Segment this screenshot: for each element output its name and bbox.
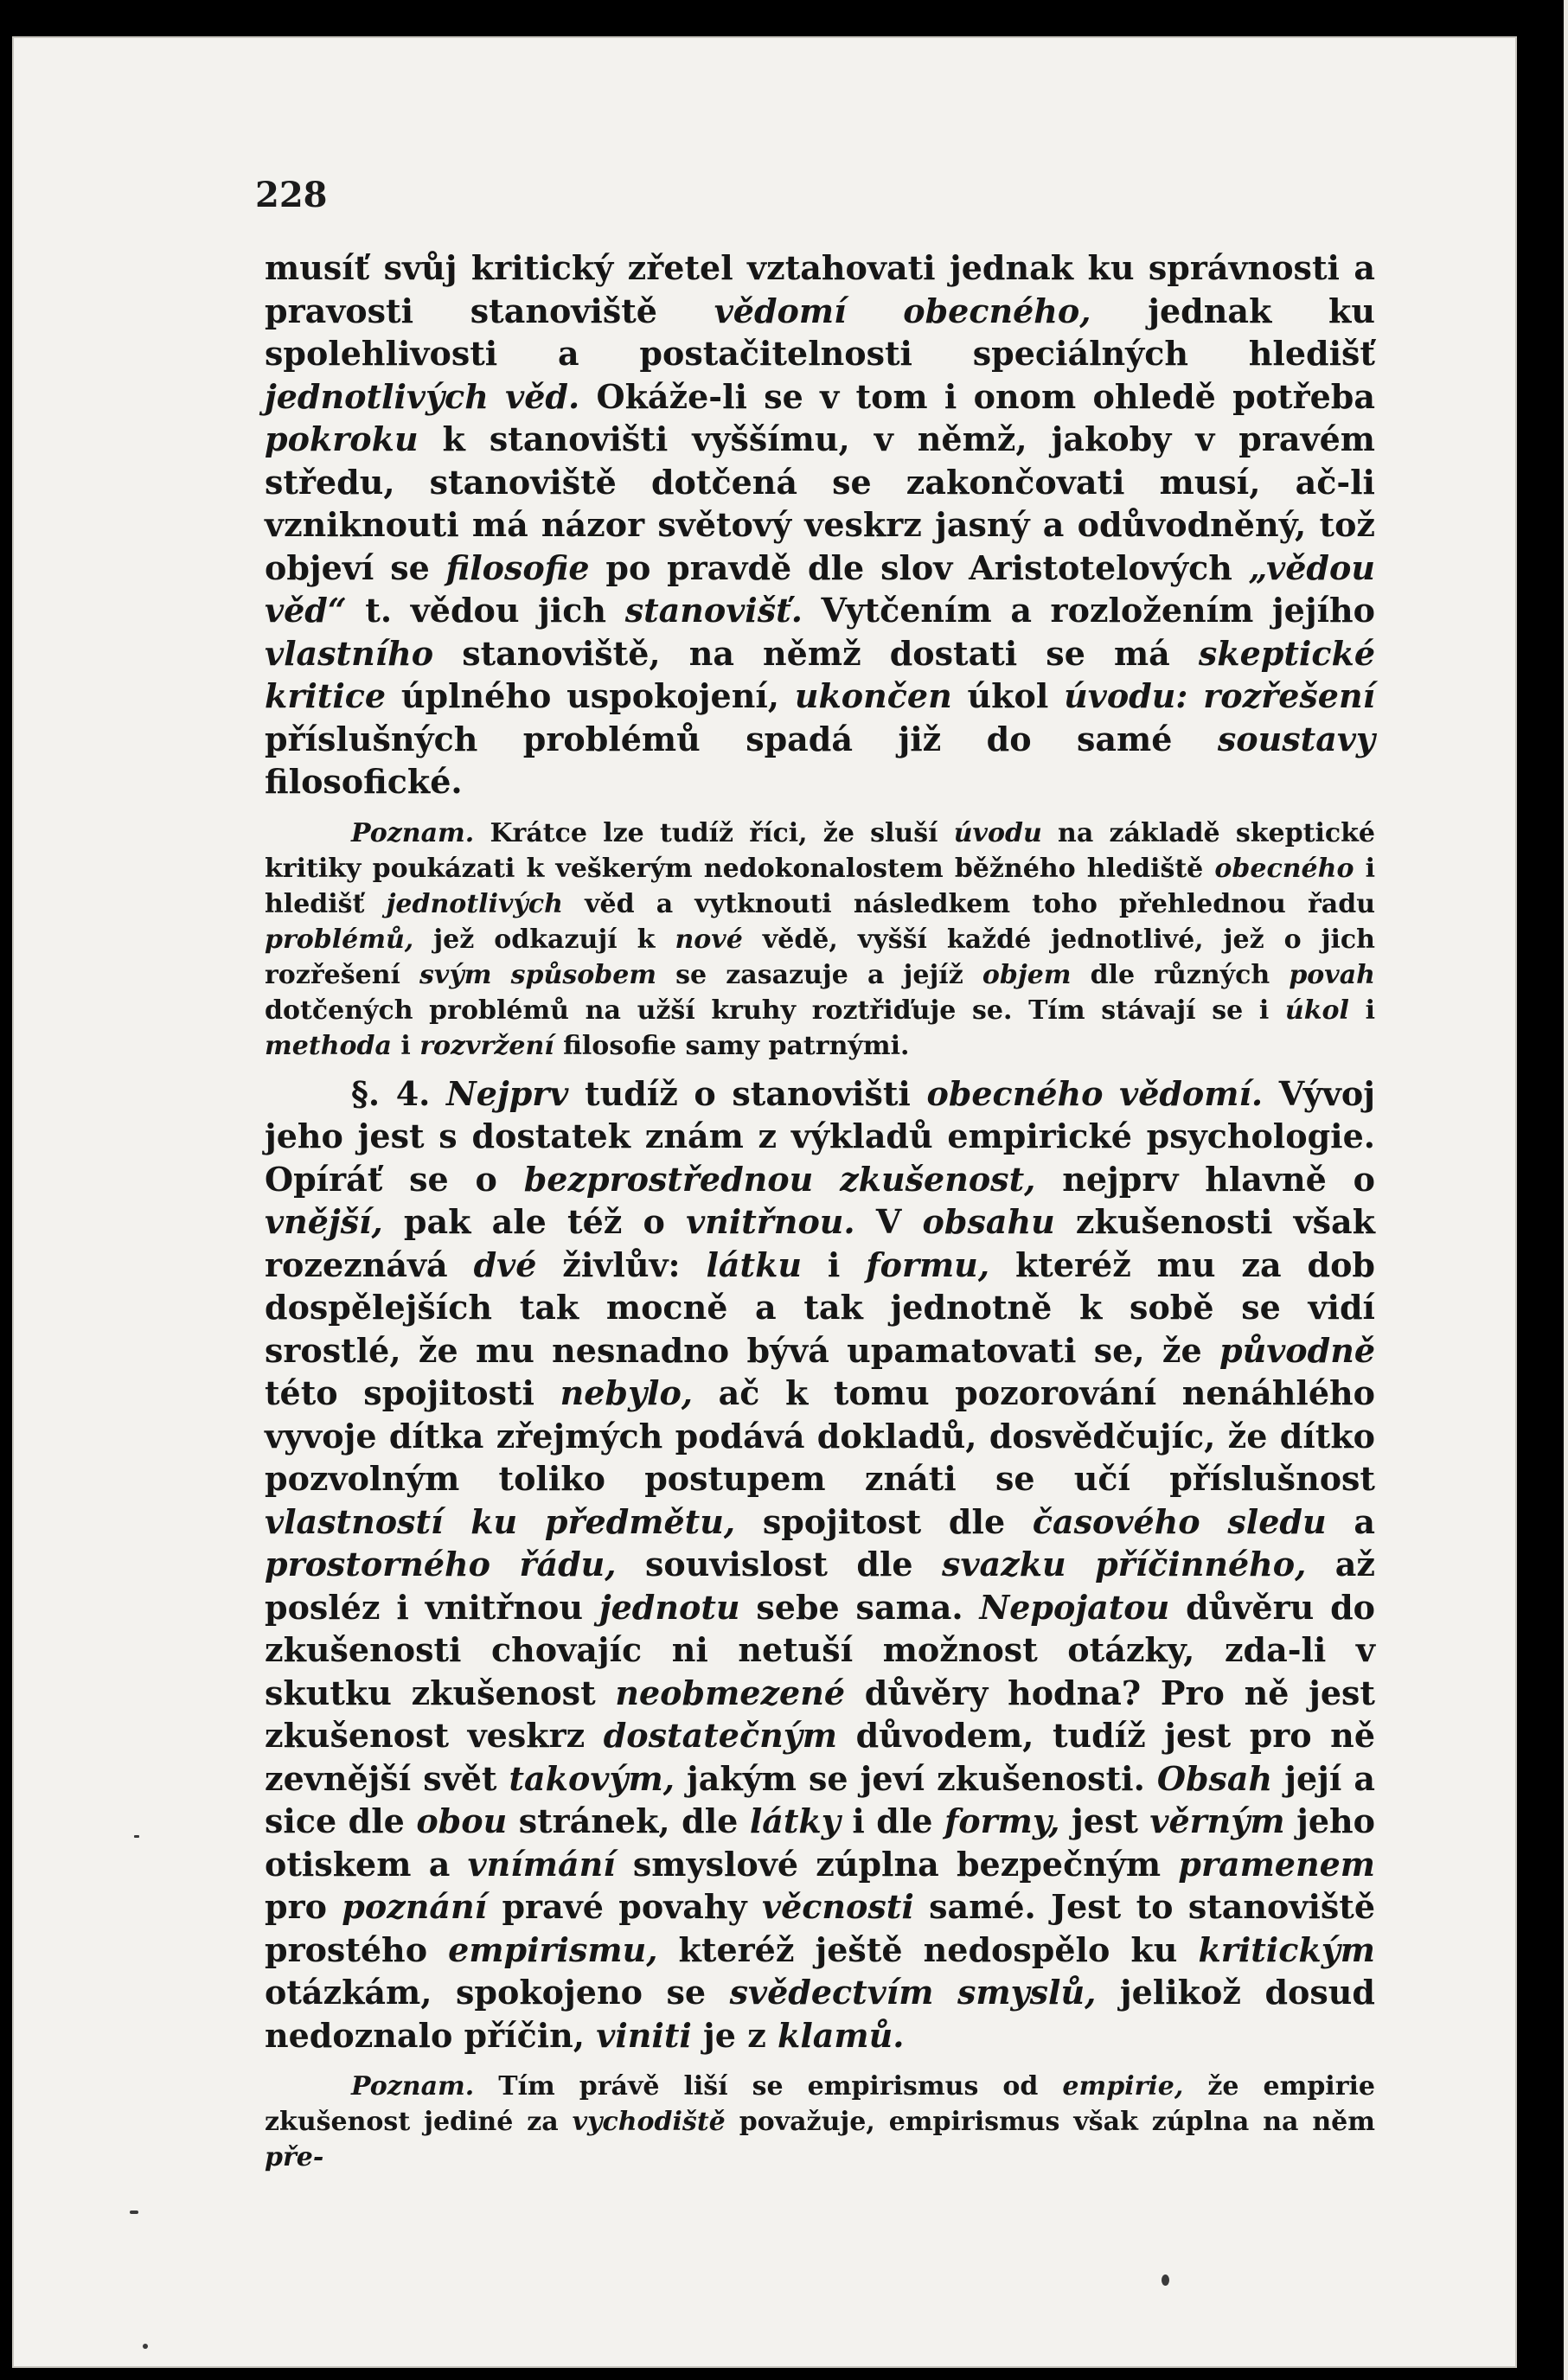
text-run: t. vědou jich <box>346 591 625 630</box>
text-run: její a sice dle <box>265 1758 1375 1840</box>
text-run: důvodem, tudíž jest pro ně zevnější svět <box>265 1716 1375 1798</box>
text-run: smyslové zúplna bezpečným <box>615 1844 1179 1884</box>
text-run: stanoviště, na němž dostati se má <box>433 633 1199 673</box>
text-run: otázkám, spokojeno se <box>265 1973 730 2012</box>
text-run: i <box>1348 995 1376 1026</box>
text-run: živlův: <box>536 1244 707 1284</box>
text-run: až posléz i vnitřnou <box>265 1545 1375 1627</box>
text-run: dle různých <box>1071 959 1290 990</box>
text-run: sebe sama. <box>739 1587 980 1627</box>
page-body <box>265 246 1375 2175</box>
text-run: i <box>391 1030 420 1061</box>
emphasis: obecného vědomí. <box>926 1073 1264 1113</box>
text-run: kteréž ještě nedospělo ku <box>657 1929 1199 1969</box>
text-run: spojitost dle <box>735 1501 1033 1541</box>
text-run: stránek, dle <box>507 1801 750 1840</box>
text-run: pak ale též o <box>382 1202 687 1241</box>
emphasis: dvé <box>473 1244 537 1284</box>
emphasis: úvodu: <box>1064 676 1188 715</box>
emphasis: poznání <box>342 1887 488 1926</box>
text-run: Vytčením a rozložením jejího <box>802 591 1376 630</box>
emphasis: dostatečným <box>603 1716 838 1755</box>
note-poznam-2 <box>265 2069 1375 2175</box>
text-run: kteréž mu za dob dospělejších tak mocně a tak jednotně k sobě se vidí srostlé, že mu nesnadno bývá upamatovati se, že <box>265 1244 1375 1370</box>
emphasis: vychodiště <box>572 2107 726 2137</box>
emphasis: bezprostřednou zkušenost, <box>523 1159 1036 1199</box>
emphasis: svým spůsobem <box>419 959 657 990</box>
text-run: jelikož dosud nedoznalo příčin, <box>265 1973 1375 2055</box>
text-run: §. 4. <box>351 1073 447 1113</box>
text-run: jednak ku spolehlivosti a postačitelnosti speciálných hledišť <box>265 291 1375 373</box>
text-run: po pravdě dle slov Aristotelových <box>589 547 1249 587</box>
text-run: Krátce lze tudíž říci, že sluší <box>474 817 954 848</box>
emphasis: vědomí obecného, <box>714 291 1091 330</box>
emphasis: Obsah <box>1156 1758 1273 1798</box>
text-run <box>1187 676 1203 715</box>
emphasis: ukončen <box>794 676 952 715</box>
text-run: vědě, vyšší každé jednotlivé, jež o jich rozřešení <box>265 924 1375 990</box>
emphasis: problémů, <box>265 924 414 955</box>
emphasis: obou <box>416 1801 508 1840</box>
emphasis: nebylo, <box>560 1373 694 1412</box>
text-run: i hledišť <box>265 853 1375 919</box>
text-run: Okáže-li se v tom i onom ohledě potřeba <box>579 376 1375 416</box>
emphasis: obecného <box>1214 853 1354 884</box>
text-run: pravé povahy <box>487 1887 762 1926</box>
text-run: že empirie zkušenost jediné za <box>265 2071 1375 2137</box>
text-run: důvěru do zkušenosti chovajíc ni netuší možnost otázky, zda-li v skutku zkušenost <box>265 1587 1375 1712</box>
text-run: považuje, empirismus však zúplna na něm <box>725 2107 1375 2137</box>
emphasis: Poznam. <box>351 2071 475 2102</box>
emphasis: věrným <box>1149 1801 1285 1840</box>
emphasis: původně <box>1219 1330 1375 1370</box>
emphasis: vnímání <box>467 1844 616 1884</box>
emphasis: svazku příčinného, <box>942 1545 1307 1583</box>
emphasis: jednotlivých <box>386 888 563 919</box>
emphasis: rozřešení <box>1203 676 1376 715</box>
emphasis: empirie, <box>1062 2071 1184 2102</box>
emphasis: rozvržení <box>419 1030 554 1061</box>
emphasis: vlastností ku předmětu, <box>265 1501 736 1541</box>
emphasis: svědectvím smyslů, <box>729 1973 1097 2012</box>
emphasis: stanovišť. <box>624 591 803 630</box>
text-run: i dle <box>840 1801 944 1840</box>
text-run: jakým se jeví zkušenosti. <box>674 1758 1157 1798</box>
emphasis: pokroku <box>265 419 419 458</box>
text-run: věd a vytknouti následkem toho přehlednou řadu <box>562 888 1376 919</box>
paragraph-intro <box>265 246 1375 803</box>
emphasis: empirismu, <box>448 1929 658 1969</box>
page-number: 228 <box>255 175 328 215</box>
emphasis: „vědou věd“ <box>265 547 1375 630</box>
text-run: zkušenosti však rozeznává <box>265 1202 1375 1284</box>
emphasis: věcnosti <box>762 1887 914 1926</box>
text-run: samé. Jest to stanoviště prostého <box>265 1887 1376 1969</box>
text-run: této spojitosti <box>265 1373 560 1412</box>
text-run: jež odkazují k <box>413 924 675 955</box>
scan-speck <box>130 2210 138 2214</box>
emphasis: Nejprv <box>446 1073 569 1113</box>
text-run: filosofie samy patrnými. <box>554 1030 910 1061</box>
text-run: dotčených problémů na užší kruhy roztřiďuje se. Tím stávají se i <box>265 995 1285 1026</box>
paragraph-section-4 <box>265 1072 1375 2057</box>
emphasis: úkol <box>1284 995 1349 1026</box>
text-run: ač k tomu pozorování nenáhlého vyvoje dítka zřejmých podává dokladů, dosvědčujíc, že dítko pozvolným toliko postupem znáti se učí příslušnost <box>265 1373 1375 1498</box>
emphasis: povah <box>1289 959 1375 990</box>
emphasis: časového sledu <box>1032 1501 1327 1541</box>
emphasis: jednotu <box>598 1587 740 1627</box>
text-run: filosofické. <box>265 762 463 801</box>
scan-speck <box>134 1835 139 1838</box>
text-run: tudíž o stanovišti <box>568 1073 927 1113</box>
emphasis: látku <box>706 1244 803 1284</box>
text-run: k stanovišti vyššímu, v němž, jakoby v pravém středu, stanoviště dotčená se zakončovati musí, ač-li vzniknouti má názor světový veskrz jasný a odůvodněný, tož objeví se <box>265 419 1375 587</box>
emphasis: filosofie <box>445 547 590 587</box>
text-run: jeho otiskem a <box>265 1801 1375 1884</box>
emphasis: objem <box>982 959 1072 990</box>
emphasis: pramenem <box>1178 1844 1376 1884</box>
emphasis: soustavy <box>1217 719 1375 758</box>
text-run: a <box>1326 1501 1375 1541</box>
emphasis: formy, <box>944 1801 1060 1840</box>
emphasis: jednotlivých věd. <box>265 376 580 416</box>
emphasis: Nepojatou <box>979 1587 1170 1627</box>
text-run: nejprv hlavně o <box>1035 1159 1375 1199</box>
text-run: i <box>802 1244 867 1284</box>
text-run: je z <box>691 2015 778 2055</box>
note-poznam-1 <box>265 816 1375 1064</box>
emphasis: vnitřnou. <box>686 1202 855 1241</box>
text-run: úkol <box>951 676 1065 715</box>
text-run: V <box>854 1202 923 1241</box>
emphasis: skeptické kritice <box>265 633 1375 715</box>
text-run: důvěry hodna? Pro ně jest zkušenost veskrz <box>265 1673 1375 1755</box>
emphasis: methoda <box>265 1030 392 1061</box>
emphasis: úvodu <box>953 817 1042 848</box>
emphasis: obsahu <box>922 1202 1055 1241</box>
text-run: úplného uspokojení, <box>386 676 795 715</box>
emphasis: neobmezené <box>615 1673 846 1712</box>
emphasis: viniti <box>596 2015 692 2055</box>
emphasis: kritickým <box>1198 1929 1375 1969</box>
text-run: Tím právě liší se empirismus od <box>474 2071 1063 2102</box>
text-run: na základě skeptické kritiky poukázati k veškerým nedokonalostem běžného hlediště <box>265 817 1376 884</box>
emphasis: klamů. <box>778 2015 905 2055</box>
emphasis: látky <box>749 1801 841 1840</box>
emphasis: nové <box>675 924 743 955</box>
emphasis: pře- <box>265 2142 324 2172</box>
scan-speck <box>143 2344 148 2349</box>
text-run: se zasazuje a jejíž <box>656 959 982 990</box>
adjacent-page-edge <box>1564 0 1568 2380</box>
text-run: souvislost dle <box>616 1545 943 1583</box>
text-run: pro <box>265 1887 342 1926</box>
text-run: Vývoj jeho jest s dostatek znám z výkladů empirické psychologie. Opíráť se o <box>265 1073 1375 1199</box>
emphasis: takovým, <box>509 1758 675 1798</box>
scan-speck <box>1162 2274 1169 2286</box>
emphasis: Poznam. <box>351 817 475 848</box>
text-run: musíť svůj kritický zřetel vztahovati jednak ku správnosti a pravosti stanoviště <box>265 248 1375 330</box>
emphasis: formu, <box>866 1244 990 1284</box>
emphasis: vnější, <box>265 1202 383 1241</box>
emphasis: vlastního <box>265 633 434 673</box>
text-run: jest <box>1059 1801 1150 1840</box>
emphasis: prostorného řádu, <box>265 1545 617 1583</box>
text-run: příslušných problémů spadá již do samé <box>265 719 1218 758</box>
